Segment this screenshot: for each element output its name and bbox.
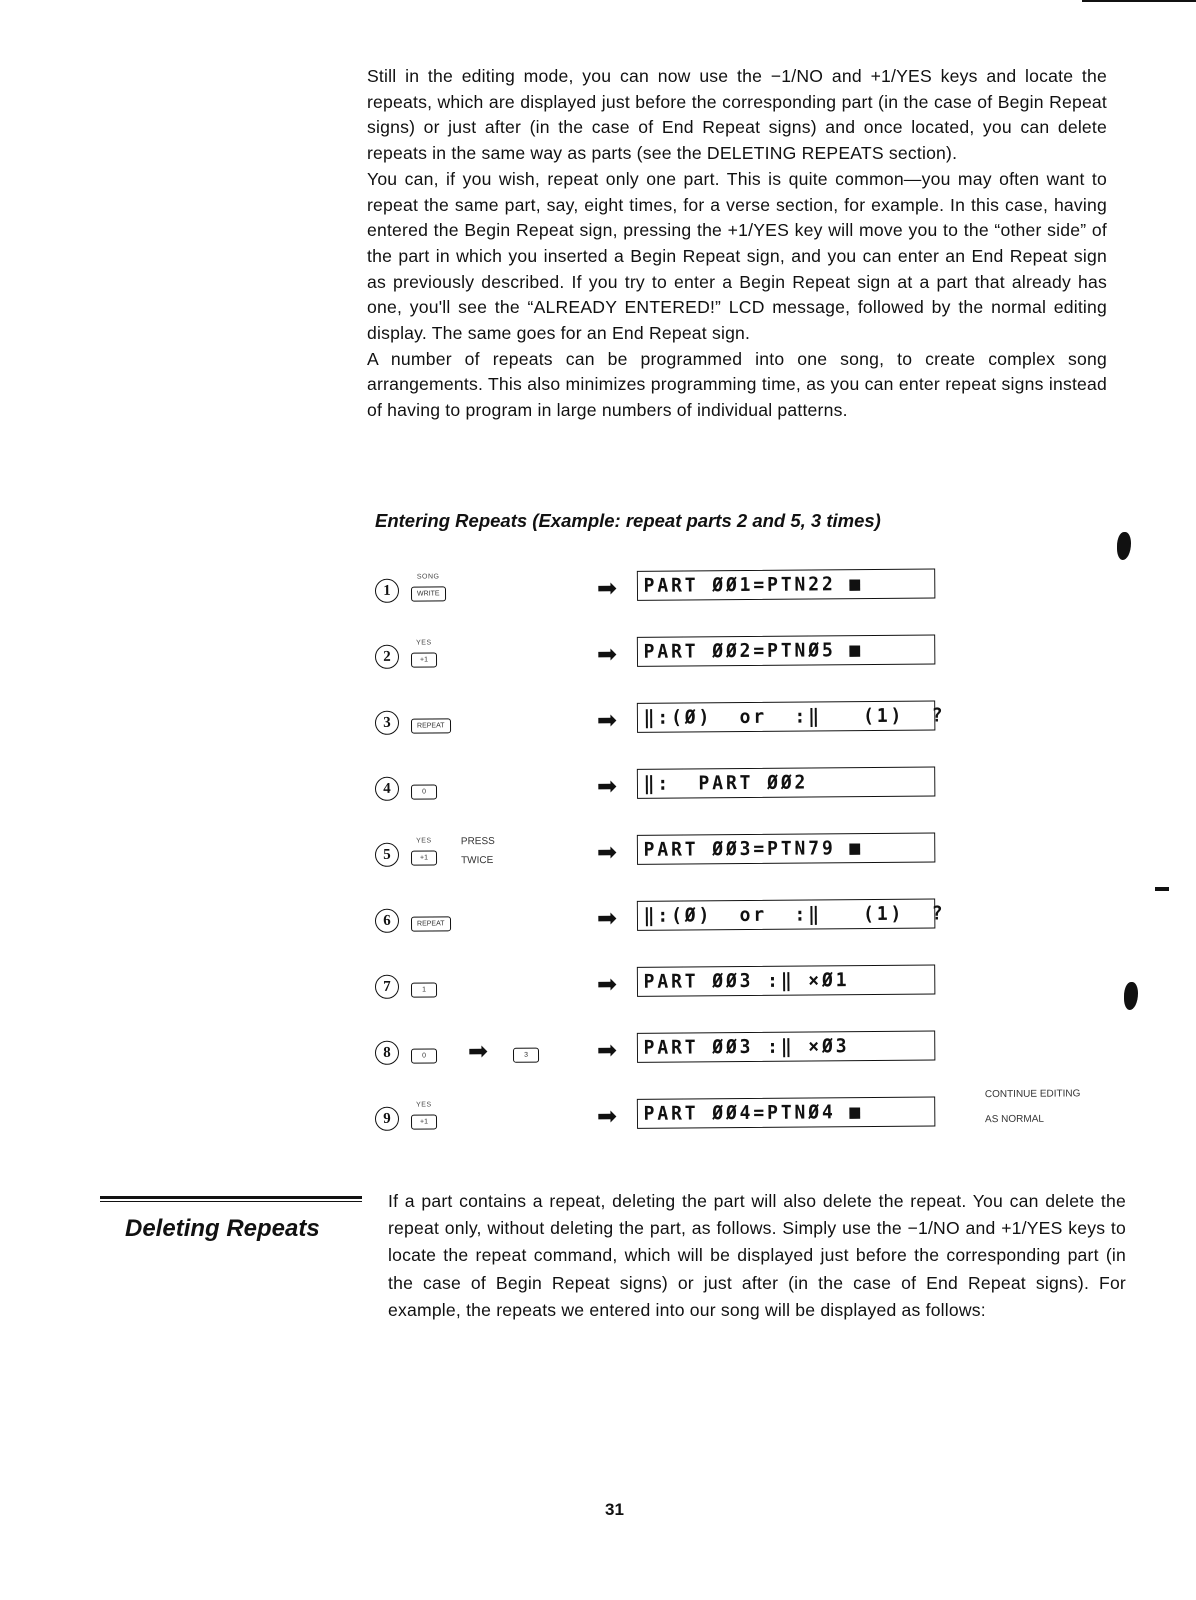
step-row [375, 1088, 1115, 1141]
key-note [461, 832, 495, 870]
key-group [513, 1034, 539, 1063]
step-row [375, 699, 1115, 745]
step-row [375, 567, 1115, 613]
side-note-line: AS NORMAL [984, 1113, 1044, 1126]
arrow-right-icon: ➡ [596, 641, 618, 669]
key-button: 0 [411, 784, 437, 799]
key-top-label [411, 968, 437, 978]
step-number: 5 [375, 843, 399, 867]
step-number: 2 [375, 645, 399, 669]
lcd-display: PART ØØ3 :‖ ×Ø1 [637, 965, 936, 997]
key-button: 3 [513, 1048, 539, 1063]
key-button: 0 [411, 1048, 437, 1063]
intro-text [367, 64, 1107, 424]
side-note-line: CONTINUE EDITING [984, 1088, 1081, 1101]
arrow-right-icon: ➡ [596, 1037, 618, 1065]
lcd-display: PART ØØ2=PTNØ5 ■ [637, 635, 936, 667]
lcd-display: PART ØØ3=PTN79 ■ [637, 833, 936, 865]
step-number: 7 [375, 975, 399, 999]
step-number: 9 [375, 1107, 399, 1131]
key-top-label [411, 704, 451, 714]
lcd-display: ‖:(Ø) or :‖ (1) ? [637, 701, 936, 733]
section-paragraph: If a part contains a repeat, deleting the part will also delete the repeat. You can delete the repeat only, without deleting the part, as follows. Simply use the −1/NO and +1/YES keys to locate the repeat command, which will be displayed just before the corresponding part (in the case of Begin Repeat signs) or just after (in the case of End Repeat signs). For example, the repeats we entered into our song will be displayed as follows: [388, 1191, 1126, 1320]
step-row [375, 831, 1115, 877]
arrow-right-icon: ➡ [596, 575, 618, 603]
key-top-label: YES [416, 639, 432, 647]
step-row [375, 897, 1115, 943]
key-button: +1 [411, 850, 437, 865]
step-row [375, 963, 1115, 1009]
key-top-label [411, 770, 437, 780]
key-group [411, 638, 437, 667]
key-button: +1 [411, 1114, 437, 1129]
arrow-right-icon: ➡ [596, 839, 618, 867]
intro-paragraph-3: A number of repeats can be programmed into one song, to create complex song arrangements. This also minimizes programming time, as you can enter repeat signs instead of having to program in large numbers of individual patterns. [367, 348, 1107, 421]
key-button: WRITE [411, 586, 446, 601]
margin-dash [1082, 0, 1196, 2]
section-heading: Deleting Repeats [125, 1215, 320, 1242]
step-number: 8 [375, 1041, 399, 1065]
key-button: REPEAT [411, 916, 451, 931]
key-group [411, 770, 437, 799]
lcd-display: ‖:(Ø) or :‖ (1) ? [637, 899, 936, 931]
side-note [985, 1081, 1081, 1132]
key-top-label [411, 902, 451, 912]
step-number: 6 [375, 909, 399, 933]
step-row [375, 765, 1115, 811]
key-button: REPEAT [411, 718, 451, 733]
key-group [411, 1034, 437, 1063]
key-group [411, 902, 451, 931]
key-top-label [513, 1034, 539, 1044]
margin-dash [1155, 887, 1169, 891]
arrow-right-icon: ➡ [596, 773, 618, 801]
lcd-display: ‖: PART ØØ2 [637, 767, 936, 799]
intro-paragraph-2: You can, if you wish, repeat only one part. This is quite common—you may often want to repeat the same part, say, eight times, for a verse section, for example. In this case, having entered the Begin Repeat sign, pressing the +1/YES key will move you to the “other side” of the part in which you inserted a Begin Repeat sign, and you can enter an End Repeat sign as previously described. If you try to enter a Begin Repeat sign at a part that already has one, you'll see the “ALREADY ENTERED!” LCD message, followed by the normal editing display. The same goes for an End Repeat sign. [367, 168, 1107, 344]
margin-mark [1117, 532, 1131, 560]
key-button: +1 [411, 652, 437, 667]
key-group [411, 836, 437, 865]
key-top-label [411, 1034, 437, 1044]
key-top-label: YES [416, 1101, 432, 1109]
key-group [411, 572, 446, 601]
key-top-label: SONG [416, 573, 440, 581]
arrow-right-icon: ➡ [596, 905, 618, 933]
step-row [375, 1029, 1115, 1075]
key-note-line: TWICE [461, 854, 494, 867]
key-group [411, 968, 437, 997]
arrow-right-icon: ➡ [467, 1038, 489, 1066]
example-heading: Entering Repeats (Example: repeat parts 2 and 5, 3 times) [375, 510, 881, 531]
section-divider [100, 1196, 362, 1202]
step-number: 4 [375, 777, 399, 801]
arrow-right-icon: ➡ [596, 1103, 618, 1131]
key-button: 1 [411, 982, 437, 997]
step-row [375, 633, 1115, 679]
step-number: 1 [375, 579, 399, 603]
arrow-right-icon: ➡ [596, 707, 618, 735]
margin-mark [1124, 982, 1138, 1010]
key-top-label: YES [416, 837, 432, 845]
lcd-display: PART ØØ1=PTN22 ■ [637, 569, 936, 601]
arrow-right-icon: ➡ [596, 971, 618, 999]
step-number: 3 [375, 711, 399, 735]
key-group [411, 704, 451, 733]
lcd-display: PART ØØ4=PTNØ4 ■ [637, 1097, 936, 1129]
lcd-display: PART ØØ3 :‖ ×Ø3 [637, 1031, 936, 1063]
key-note-line: PRESS [460, 835, 495, 848]
page-number: 31 [605, 1500, 624, 1519]
intro-paragraph-1: Still in the editing mode, you can now use the −1/NO and +1/YES keys and locate the repeats, which are displayed just before the corresponding part (in the case of Begin Repeat signs) or just after (in the case of End Repeat signs) and once located, you can delete repeats in the same way as parts (see the DELETING REPEATS section). [367, 66, 1107, 164]
key-group [411, 1100, 437, 1129]
